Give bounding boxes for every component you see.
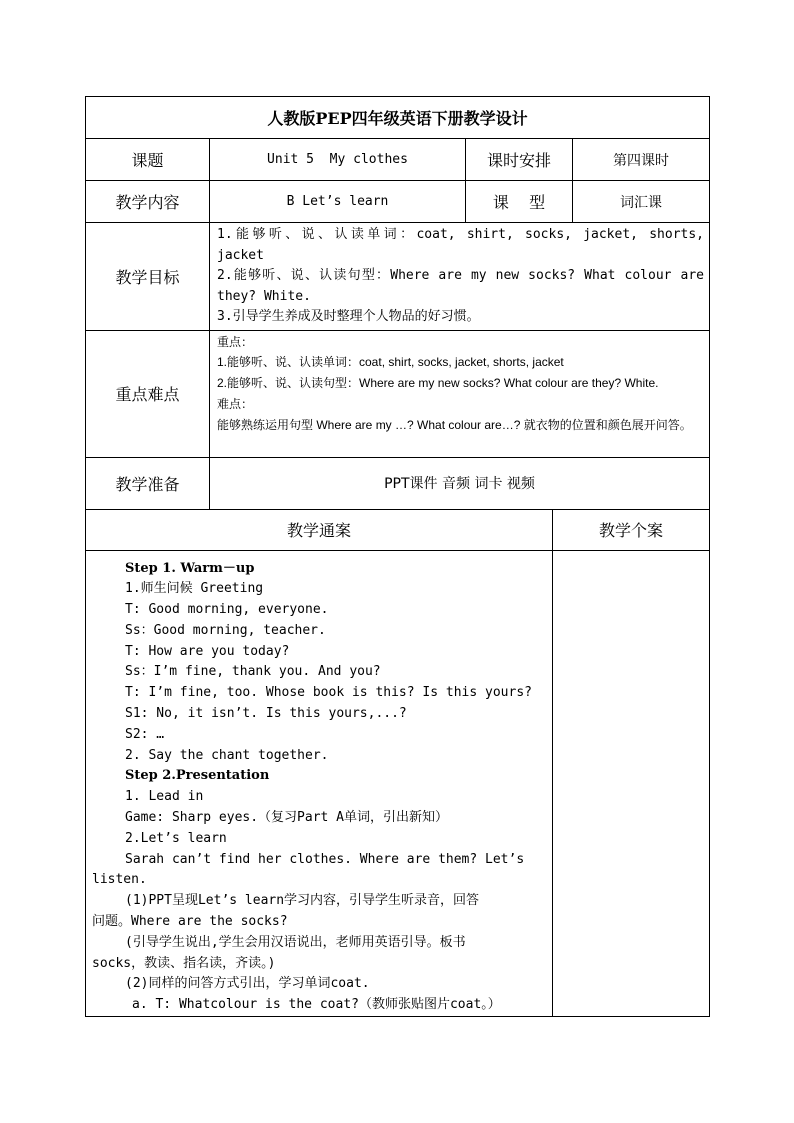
objectives-content bbox=[210, 223, 710, 331]
topic-value: Unit 5 My clothes bbox=[210, 139, 466, 181]
plan-line: 2.Let’s learn bbox=[125, 830, 227, 846]
type-value: 词汇课 bbox=[573, 181, 710, 223]
key-point-line: 2.能够听、说、认读句型：Where are my new socks? What colour are they? White. bbox=[217, 376, 659, 391]
key-point-line: 1.能够听、说、认读单词：coat, shirt, socks, jacket, shorts, jacket bbox=[217, 355, 564, 370]
objective-line: 1.能够听、说、认读单词：coat, shirt, socks, jacket, shorts, jacket bbox=[217, 227, 705, 263]
step-heading: Step 2.Presentation bbox=[125, 768, 270, 784]
key-points-label: 重点难点 bbox=[86, 330, 210, 457]
preparation-label: 教学准备 bbox=[86, 457, 210, 509]
plan-line: Ss：I’m fine, thank you. And you? bbox=[125, 664, 381, 680]
objective-line: 3.引导学生养成及时整理个人物品的好习惯。 bbox=[217, 309, 480, 324]
plan-line: S1: No, it isn’t. Is this yours,...? bbox=[125, 706, 407, 722]
step-heading: Step 1. Warm－up bbox=[125, 560, 255, 576]
plan-line: a. T: Whatcolour is the coat?（教师张贴图片coat。） bbox=[132, 997, 501, 1013]
plan-line: (1)PPT呈现Let’s learn学习内容，引导学生听录音，回答 bbox=[125, 893, 480, 909]
plan-line: 1.师生问候 Greeting bbox=[125, 581, 264, 597]
schedule-label: 课时安排 bbox=[466, 139, 573, 181]
type-label: 课 型 bbox=[466, 181, 573, 223]
plan-line: 1. Lead in bbox=[125, 789, 204, 805]
schedule-value: 第四课时 bbox=[573, 139, 710, 181]
objectives-label: 教学目标 bbox=[86, 223, 210, 331]
plan-line: (2)同样的问答方式引出，学习单词coat. bbox=[125, 976, 370, 992]
content-value: B Let’s learn bbox=[210, 181, 466, 223]
plan-line: socks，教读、指名读，齐读。) bbox=[92, 955, 276, 971]
plan-line: listen. bbox=[92, 872, 147, 888]
plan-line: Game: Sharp eyes.（复习Part A单词，引出新知） bbox=[125, 810, 449, 826]
plan-line: T: How are you today? bbox=[125, 643, 290, 659]
plan-line: 问题。Where are the socks? bbox=[92, 914, 288, 930]
topic-label: 课题 bbox=[86, 139, 210, 181]
common-plan-content bbox=[86, 550, 553, 1017]
content-label: 教学内容 bbox=[86, 181, 210, 223]
plan-line: S2: … bbox=[125, 726, 165, 742]
plan-line: (引导学生说出,学生会用汉语说出，老师用英语引导。板书 bbox=[125, 934, 466, 950]
key-point-line: 重点： bbox=[217, 334, 254, 349]
key-point-line: 难点： bbox=[217, 396, 254, 411]
personal-plan-content bbox=[553, 550, 710, 1017]
personal-plan-header: 教学个案 bbox=[553, 509, 710, 550]
key-points-content bbox=[210, 330, 710, 457]
document-title: 人教版PEP四年级英语下册教学设计 bbox=[86, 97, 710, 139]
plan-line: Ss：Good morning, teacher. bbox=[125, 622, 326, 638]
common-plan-header: 教学通案 bbox=[86, 509, 553, 550]
plan-line: T: I’m fine, too. Whose book is this? Is this yours? bbox=[125, 685, 532, 701]
preparation-value: PPT课件 音频 词卡 视频 bbox=[210, 457, 710, 509]
key-point-line: 能够熟练运用句型 Where are my …? What colour are…? 就衣物的位置和颜色展开问答。 bbox=[217, 417, 692, 432]
objective-line: 2.能够听、说、认读句型：Where are my new socks? What colour are they? White. bbox=[217, 268, 705, 304]
plan-line: 2. Say the chant together. bbox=[125, 747, 329, 763]
plan-line: Sarah can’t find her clothes. Where are them? Let’s bbox=[125, 851, 525, 867]
plan-line: T: Good morning, everyone. bbox=[125, 602, 329, 618]
lesson-plan-table bbox=[85, 96, 710, 1017]
